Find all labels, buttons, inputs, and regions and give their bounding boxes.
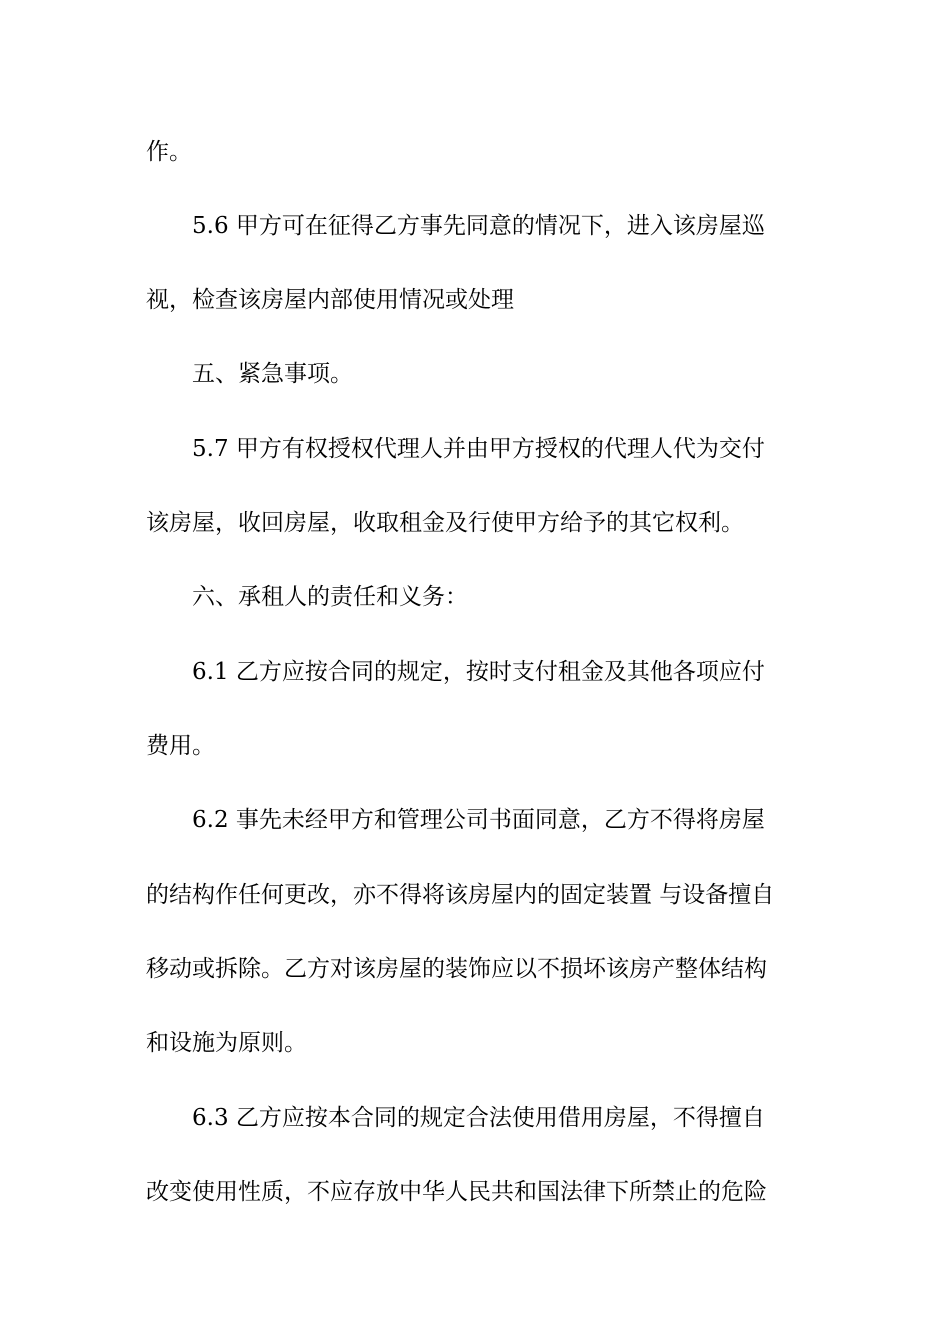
text-line: 作。 [146,139,192,165]
text-line: 视，检查该房屋内部使用情况或处理 [146,287,514,313]
section-heading-6: 六、承租人的责任和义务： [192,584,468,610]
text-line: 该房屋，收回房屋，收取租金及行使甲方给予的其它权利。 [146,510,744,536]
clause-5-7-line: 5.7 甲方有权授权代理人并由甲方授权的代理人代为交付 [192,436,765,462]
clause-5-6-line: 5.6 甲方可在征得乙方事先同意的情况下，进入该房屋巡 [192,213,765,239]
text-line: 移动或拆除。乙方对该房屋的装饰应以不损坏该房产整体结构 [146,956,767,982]
text-line: 改变使用性质，不应存放中华人民共和国法律下所禁止的危险 [146,1179,767,1205]
text-line: 费用。 [146,733,215,759]
clause-6-1-line: 6.1 乙方应按合同的规定，按时支付租金及其他各项应付 [192,659,765,685]
clause-6-2-line: 6.2 事先未经甲方和管理公司书面同意，乙方不得将房屋 [192,807,765,833]
clause-6-3-line: 6.3 乙方应按本合同的规定合法使用借用房屋，不得擅自 [192,1105,765,1131]
text-line: 的结构作任何更改，亦不得将该房屋内的固定装置 与设备擅自 [146,882,775,908]
text-line: 和设施为原则。 [146,1030,307,1056]
section-heading-5: 五、紧急事项。 [192,361,353,387]
